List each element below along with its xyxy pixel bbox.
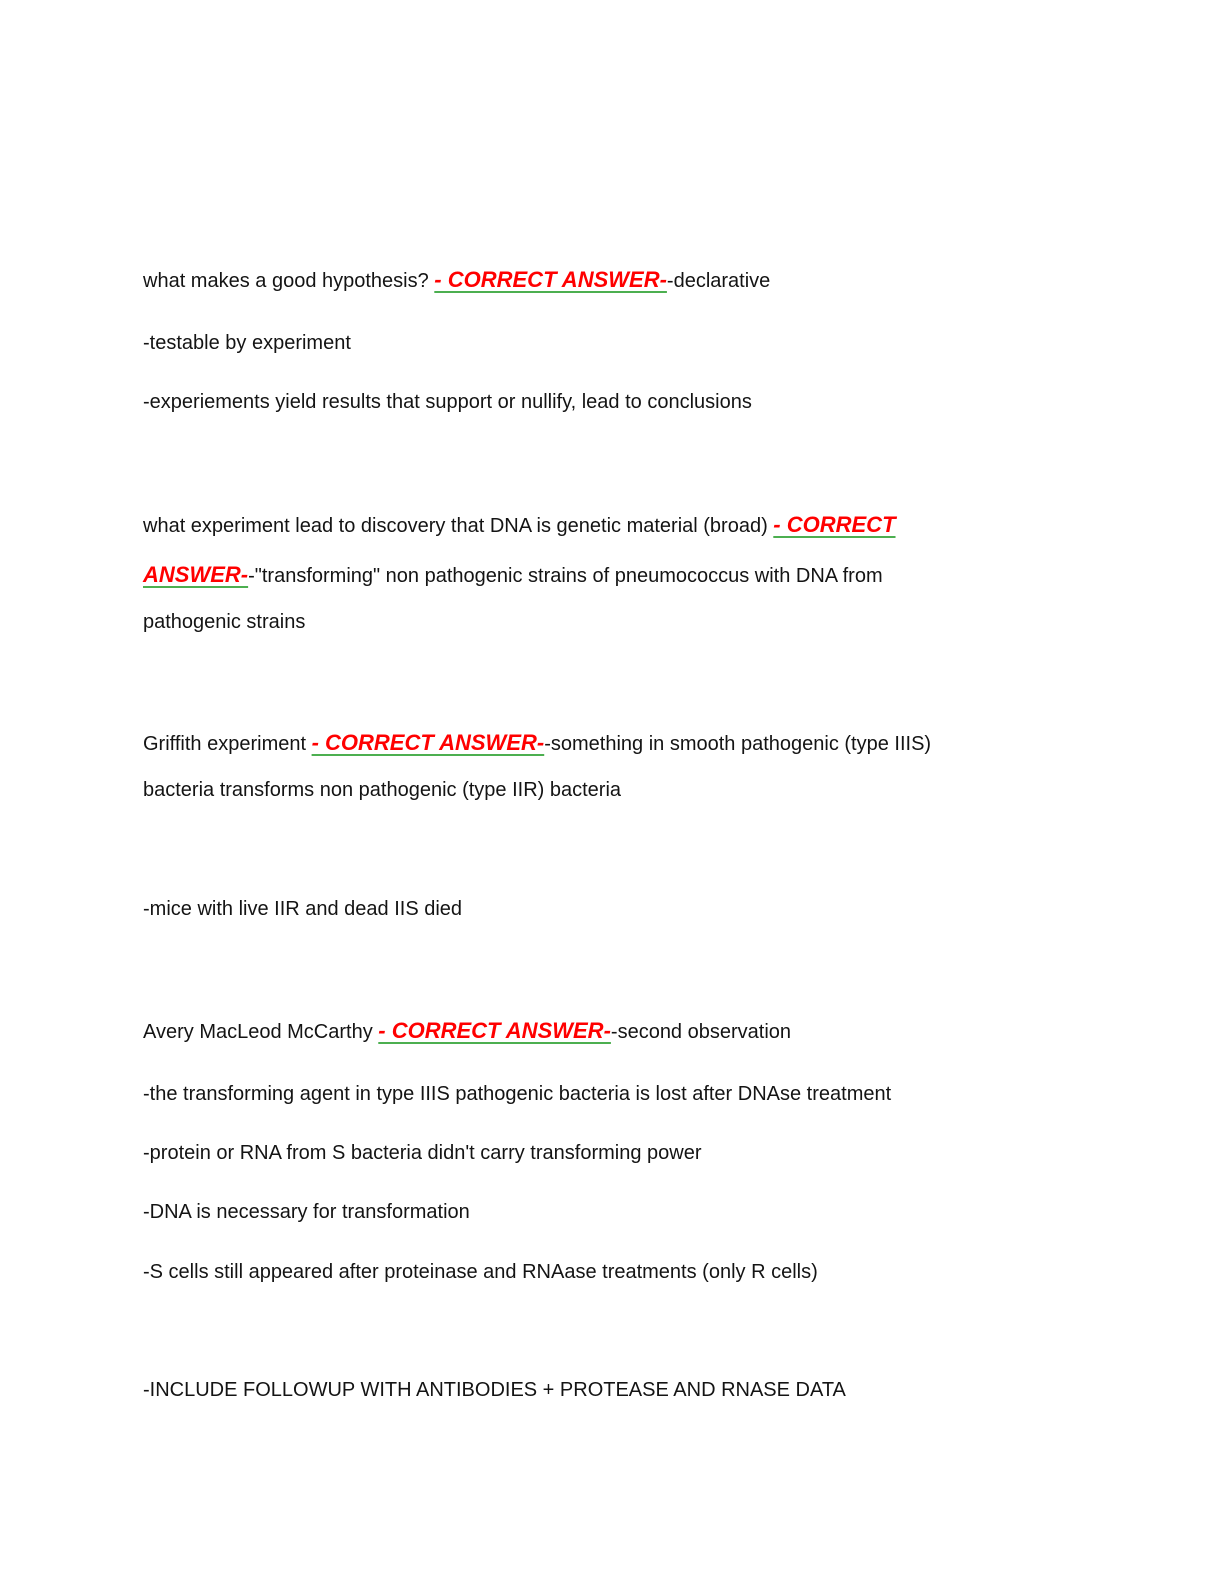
question-4-line — [143, 1017, 791, 1046]
correct-answer-tag-4: - CORRECT ANSWER- — [378, 1018, 611, 1043]
answer-2-line-2: pathogenic strains — [143, 611, 306, 633]
question-2-line — [143, 511, 896, 540]
answer-3-line-3: -mice with live IIR and dead IIS died — [143, 898, 463, 920]
answer-4-line-6: -INCLUDE FOLLOWUP WITH ANTIBODIES + PROTEASE AND RNASE DATA — [143, 1379, 846, 1401]
question-3-line — [143, 729, 931, 758]
answer-2-text-1: -"transforming" non pathogenic strains of pneumococcus with DNA from — [248, 565, 883, 587]
answer-1-line-1: -declarative — [666, 270, 771, 292]
question-1-text: what makes a good hypothesis? — [143, 270, 435, 292]
answer-4-line-1: -second observation — [610, 1021, 792, 1043]
answer-4-line-3: -protein or RNA from S bacteria didn't carry transforming power — [143, 1142, 702, 1164]
question-4-text: Avery MacLeod McCarthy — [143, 1021, 379, 1043]
correct-answer-tag-3: - CORRECT ANSWER- — [311, 730, 545, 755]
answer-4-line-5: -S cells still appeared after proteinase and RNAase treatments (only R cells) — [143, 1261, 818, 1283]
correct-answer-tag-1: - CORRECT ANSWER- — [434, 267, 667, 292]
answer-1-line-2: -testable by experiment — [143, 332, 351, 354]
question-3-text: Griffith experiment — [143, 733, 312, 755]
answer-2-line-1 — [143, 561, 883, 590]
answer-3-line-1: -something in smooth pathogenic (type IIIS) — [544, 733, 932, 755]
answer-3-line-2: bacteria transforms non pathogenic (type IIR) bacteria — [143, 779, 622, 801]
correct-answer-tag-2b: ANSWER- — [143, 562, 249, 587]
answer-1-line-3: -experiements yield results that support or nullify, lead to conclusions — [143, 391, 752, 413]
question-1-line — [143, 266, 770, 295]
answer-4-line-2: -the transforming agent in type IIIS pathogenic bacteria is lost after DNAse treatment — [143, 1083, 892, 1105]
question-2-text: what experiment lead to discovery that DNA is genetic material (broad) — [143, 515, 774, 537]
answer-4-line-4: -DNA is necessary for transformation — [143, 1201, 470, 1223]
correct-answer-tag-2a: - CORRECT — [773, 512, 896, 537]
